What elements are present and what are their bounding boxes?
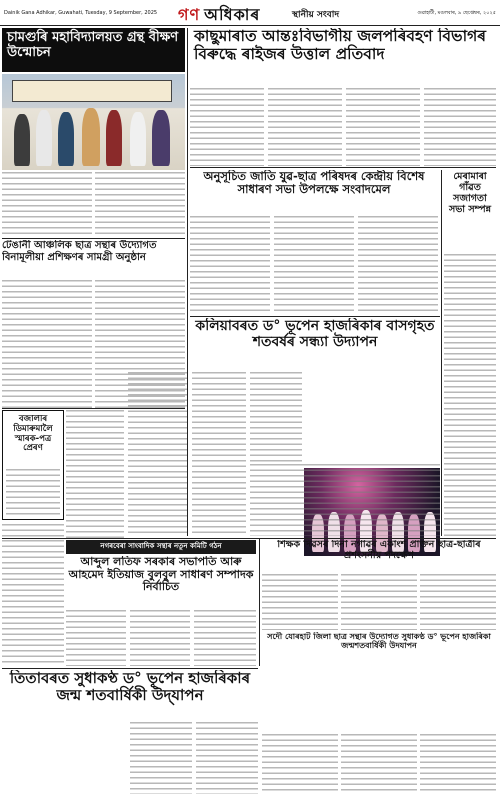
story-body — [190, 88, 264, 166]
story-headline: শিক্ষক দিৱসৰ দিনা নগাঁৱৰ একাংশ প্ৰাক্তন ছাত্ৰ-ছাত্ৰীৰ প্ৰশংসনীয় পদক্ষেপ — [277, 540, 481, 561]
story-body — [250, 464, 440, 536]
story-body — [250, 372, 302, 462]
story-body — [128, 372, 188, 536]
story-body — [2, 540, 64, 666]
masthead — [0, 0, 500, 26]
logo-adhikar: অধিকাৰ — [204, 5, 261, 24]
story-headline: কলিয়াবৰত ড° ভূপেন হাজৰিকাৰ বাসগৃহত শতবৰ্ষৰ সন্ধ্যা উদ্যাপন — [195, 318, 435, 351]
story-body — [192, 372, 246, 536]
story-body — [194, 610, 256, 666]
story-body — [130, 610, 190, 666]
story-box — [2, 410, 64, 520]
story-headline: মেৰামাৰা গাঁৱত সজাগতা সভা সম্পন্ন — [448, 172, 492, 215]
story-body — [196, 722, 258, 794]
story-headline: চামগুৰি মহাবিদ্যালয়ত গ্ৰন্থ বীক্ষণ উন্মোচন — [2, 28, 185, 72]
story-headline: আব্দুল লতিফ সৰকাৰ সভাপতি আৰু আহমেদ ইতিয়াজ বুলবুল সাধাৰণ সম্পাদক নিৰ্বাচিত — [68, 556, 254, 594]
story-headline: সদৌ যোৰহাট জিলা ছাত্ৰ সন্থাৰ উদ্যোগত সুধাকণ্ঠ ড° ভূপেন হাজৰিকা জন্মশতবাৰ্ষিকী উদযাপন — [267, 632, 491, 651]
masthead-date: গুৱাহাটী, মঙলবাৰ, ৯ ছেপ্তেম্বৰ, ২০২৫ — [417, 10, 496, 16]
story-body — [130, 722, 192, 794]
story-body — [2, 172, 92, 238]
story-body — [66, 610, 126, 666]
story-headline: কাছুমাৰাত আন্তঃবিভাগীয় জলপৰিবহণ বিভাগৰ বিৰুদ্ধে ৰাইজৰ উত্তাল প্ৰতিবাদ — [194, 28, 486, 63]
story-body — [190, 216, 270, 314]
story-headline: অনুসূচিত জাতি যুৱ-ছাত্ৰ পৰিষদৰ কেন্দ্ৰীয় বিশেষ সাধাৰণ সভা উপলক্ষে সংবাদমেল — [203, 170, 425, 197]
logo-gana: গণ — [178, 5, 201, 24]
story-body — [262, 734, 338, 794]
story-body — [444, 254, 496, 536]
story-body — [358, 216, 438, 314]
newspaper-logo — [178, 2, 260, 26]
story-body — [420, 734, 496, 794]
story-headline: বজালীৰ ডিমাৰুমালৈ স্মাৰক-পত্ৰ প্ৰেৰণ — [13, 415, 53, 454]
paper-info-line: Dainik Gana Adhikar, Guwahati, Tuesday, 9 September, 2025 — [4, 10, 158, 16]
story-body — [66, 410, 124, 538]
story-body — [2, 280, 92, 408]
story-photo — [2, 74, 185, 170]
story-headline: টেঙানী আঞ্চলিক ছাত্ৰ সন্থাৰ উদ্যোগত বিনামূলীয়া প্ৰশিক্ষণৰ সামগ্ৰী অনুষ্ঠান — [2, 240, 157, 263]
story-kicker: নগৰবেৰা সাংবাদিক সন্থাৰ নতুন কমিটি গঠন — [66, 540, 256, 554]
story-headline: তিতাবৰত সুধাকণ্ঠ ড° ভূপেন হাজৰিকাৰ জন্ম শতবাৰ্ষিকী উদ্‌যাপন — [9, 670, 251, 705]
story-body — [262, 574, 338, 630]
section-title: স্থানীয় সংবাদ — [292, 10, 340, 20]
story-body — [268, 88, 342, 166]
story-body — [341, 574, 417, 630]
story-body — [420, 574, 496, 630]
story-body — [341, 734, 417, 794]
story-body — [424, 88, 496, 166]
story-body — [346, 88, 420, 166]
story-body — [2, 524, 64, 538]
story-body — [274, 216, 354, 314]
story-body — [95, 172, 185, 238]
